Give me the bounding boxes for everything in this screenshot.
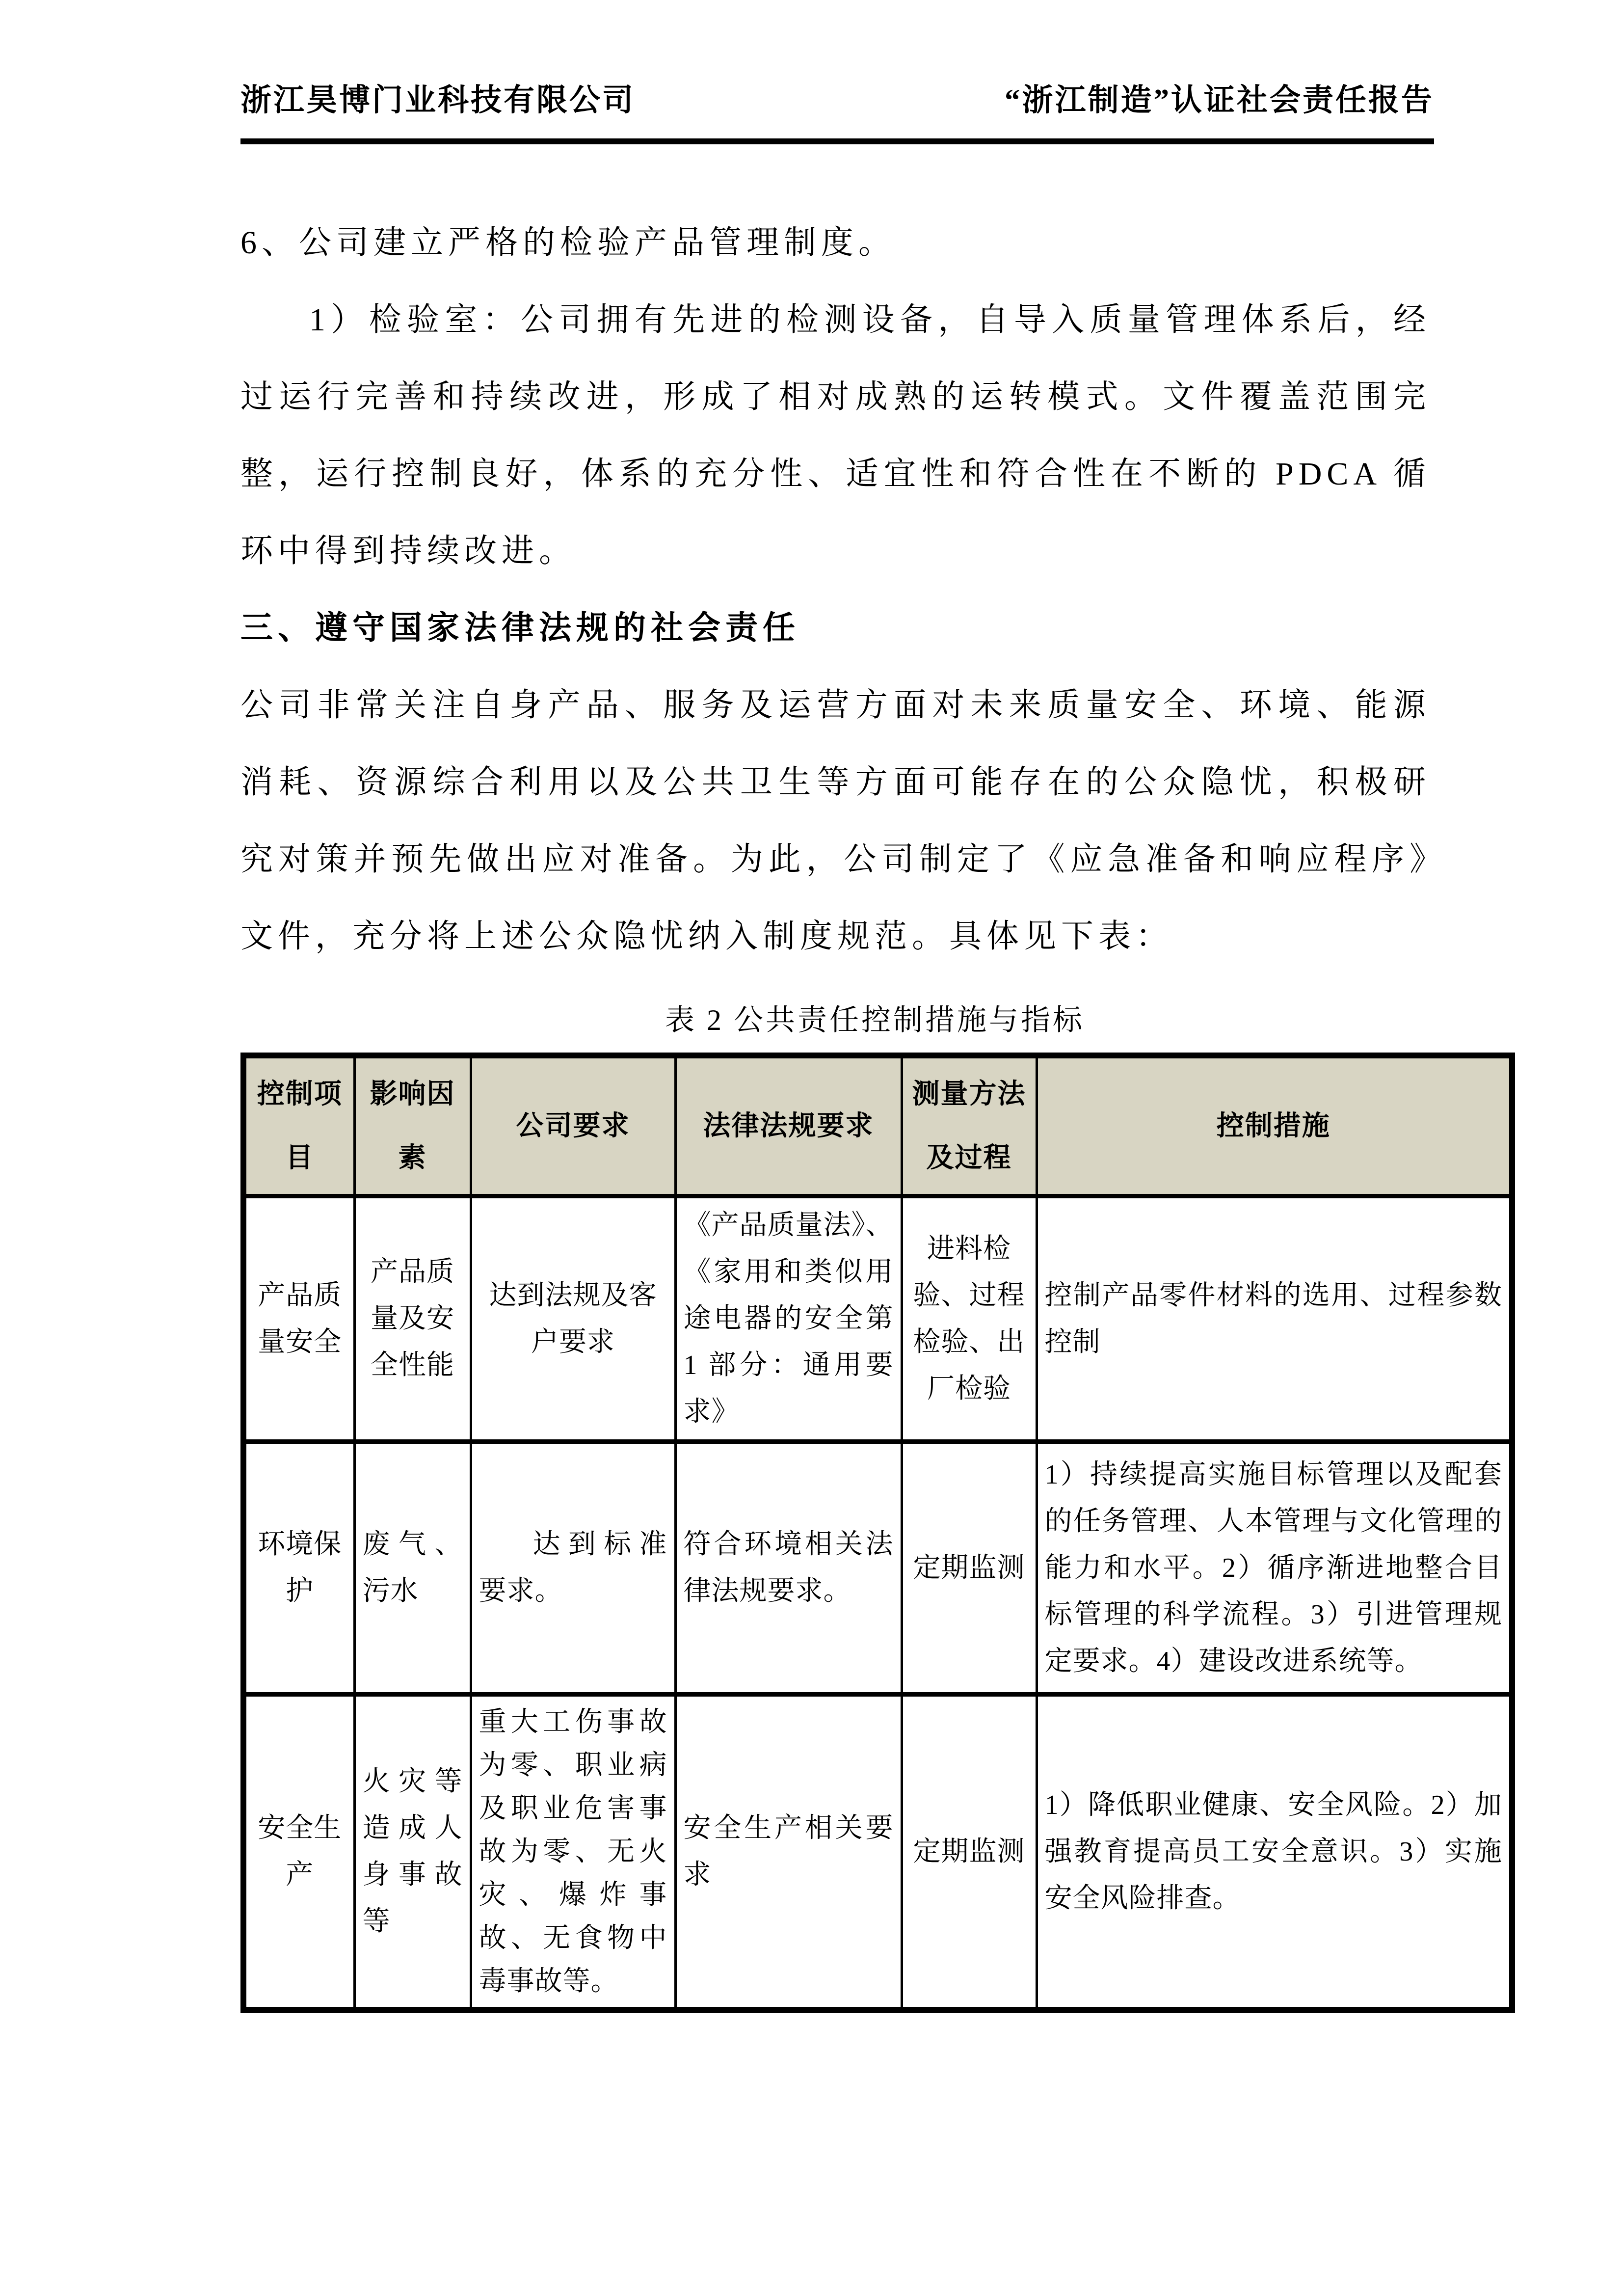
cell-company-requirement: 重大工伤事故为零、职业病及职业危害事故为零、无火灾、爆炸事故、无食物中毒事故等。: [471, 1695, 675, 2010]
table-caption: 表 2 公共责任控制措施与指标: [665, 1004, 1085, 1036]
cell-legal-requirement: 《产品质量法》、《家用和类似用途电器的安全第 1 部分：通用要求》: [675, 1196, 902, 1442]
cell-measurement-method: 进料检验、过程检验、出厂检验: [902, 1196, 1037, 1442]
table-row-work-safety: [243, 1695, 1512, 2010]
cell-control-measures: 1）降低职业健康、安全风险。2）加强教育提高员工安全意识。3）实施安全风险排查。: [1037, 1695, 1512, 2010]
cell-influence-factor: 废气、污水: [354, 1442, 471, 1695]
cell-legal-requirement: 安全生产相关要求: [675, 1695, 902, 2010]
responsibility-control-table: [240, 1053, 1515, 2013]
cell-control-measures: 1）持续提高实施目标管理以及配套的任务管理、人本管理与文化管理的能力和水平。2）循序渐进地整合目标管理的科学流程。3）引进管理规定要求。4）建设改进系统等。: [1037, 1442, 1512, 1695]
cell-influence-factor: 产品质量及安全性能: [354, 1196, 471, 1442]
cell-control-measures: 控制产品零件材料的选用、过程参数控制: [1037, 1196, 1512, 1442]
table-header-row: [243, 1055, 1512, 1196]
cell-measurement-method: 定期监测: [902, 1442, 1037, 1695]
cell-measurement-method: 定期监测: [902, 1695, 1037, 2010]
header-company-name: 浙江昊博门业科技有限公司: [240, 83, 635, 117]
cell-control-item: 产品质量安全: [243, 1196, 354, 1442]
header-cell-company-requirement: 公司要求: [471, 1055, 675, 1196]
header-cell-control-item: 控制项目: [243, 1055, 354, 1196]
cell-company-requirement: 达到标准要求。: [471, 1442, 675, 1695]
cell-legal-requirement: 符合环境相关法律法规要求。: [675, 1442, 902, 1695]
cell-control-item: 安全生产: [243, 1695, 354, 2010]
paragraph-3: 公司非常关注自身产品、服务及运营方面对未来质量安全、环境、能源消耗、资源综合利用以及公共卫生等方面可能存在的公众隐忧，积极研究对策并预先做出应对准备。为此，公司制定了《应急准备和响应程序》文件，充分将上述公众隐忧纳入制度规范。具体见下表：: [240, 687, 1431, 954]
body-text-block: [240, 204, 1431, 975]
section-heading: 三、遵守国家法律法规的社会责任: [240, 610, 800, 646]
header-cell-legal-requirement: 法律法规要求: [675, 1055, 902, 1196]
header-report-title: “浙江制造”认证社会责任报告: [1005, 83, 1434, 117]
header-cell-measurement-method: 测量方法及过程: [902, 1055, 1037, 1196]
cell-influence-factor: 火灾等造成人身事故等: [354, 1695, 471, 2010]
header-cell-control-measures: 控制措施: [1037, 1055, 1512, 1196]
cell-control-item: 环境保护: [243, 1442, 354, 1695]
table-row-product-quality: [243, 1196, 1512, 1442]
cell-company-requirement: 达到法规及客户要求: [471, 1196, 675, 1442]
header-cell-influence-factor: 影响因素: [354, 1055, 471, 1196]
table-row-environment: [243, 1442, 1512, 1695]
paragraph-1: 6、公司建立严格的检验产品管理制度。: [240, 225, 896, 261]
running-head: [240, 82, 1434, 144]
paragraph-2: 1）检验室：公司拥有先进的检测设备，自导入质量管理体系后，经过运行完善和持续改进，形成了相对成熟的运转模式。文件覆盖范围完整，运行控制良好，体系的充分性、适宜性和符合性在不断的 PDCA 循环中得到持续改进。: [240, 302, 1431, 569]
